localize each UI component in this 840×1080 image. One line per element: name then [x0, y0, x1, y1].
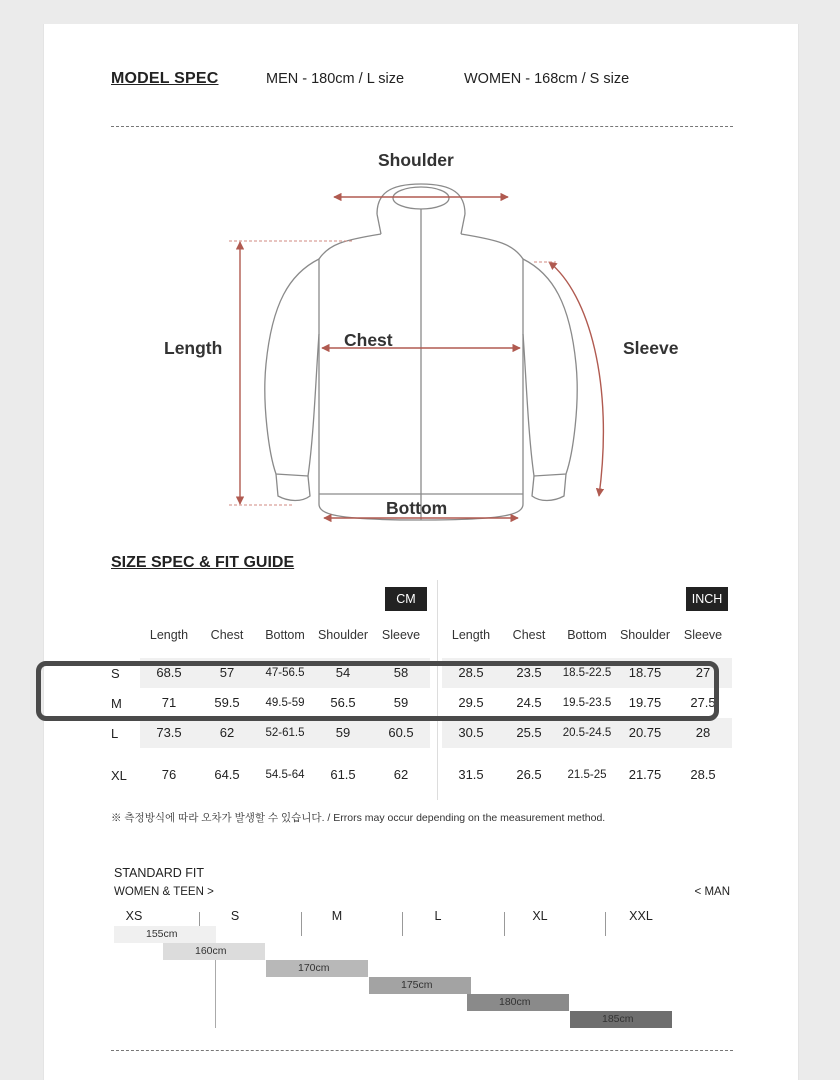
cm-cell: 57 — [198, 658, 256, 688]
inch-cell: 29.5 — [458, 695, 484, 710]
highlight-m-row — [36, 661, 719, 721]
cm-column-header: Chest — [210, 628, 244, 642]
cm-cell: 62 — [393, 767, 409, 782]
cm-cell: 59 — [314, 718, 372, 748]
label-length: Length — [164, 338, 223, 358]
jacket-outline — [265, 184, 577, 520]
inch-cell: 30.5 — [442, 718, 500, 748]
inch-cell: 27 — [674, 658, 732, 688]
standard-fit-title: STANDARD FIT — [114, 866, 205, 880]
cm-cell: 59 — [393, 695, 409, 710]
fit-size-label: M — [331, 909, 343, 923]
fit-height-label: 180cm — [499, 996, 531, 1008]
fit-size-tick — [504, 912, 505, 936]
inch-cell: 28 — [674, 718, 732, 748]
cm-column-header: Sleeve — [381, 628, 421, 642]
inch-column-header: Sleeve — [683, 628, 723, 642]
size-label: M — [111, 696, 122, 711]
inch-cell: 23.5 — [500, 658, 558, 688]
inch-cell: 31.5 — [458, 767, 484, 782]
cm-cell: 73.5 — [140, 718, 198, 748]
fit-size-label: XXL — [629, 909, 653, 923]
model-spec-title: MODEL SPEC — [111, 70, 219, 87]
inch-column-header: Shoulder — [619, 628, 671, 642]
fit-height-label: 175cm — [401, 979, 433, 991]
jacket-diagram — [44, 134, 798, 554]
inch-cell: 20.75 — [616, 718, 674, 748]
inch-cell: 18.5-22.5 — [558, 658, 616, 688]
cm-cell: 54 — [314, 658, 372, 688]
divider-top — [111, 126, 733, 127]
inch-cell: 27.5 — [690, 695, 716, 710]
inch-cell: 19.5-23.5 — [562, 697, 612, 709]
cm-cell: 62 — [198, 718, 256, 748]
fit-size-label: S — [230, 909, 240, 923]
label-shoulder: Shoulder — [378, 150, 454, 170]
guide-lines — [229, 241, 556, 505]
inch-column-header: Chest — [512, 628, 546, 642]
inch-cell: 28.5 — [442, 658, 500, 688]
cm-cell: 61.5 — [330, 767, 356, 782]
fit-size-tick — [605, 912, 606, 936]
fit-size-label: XS — [125, 909, 143, 923]
fit-height-label: 185cm — [602, 1013, 634, 1025]
inch-cell: 24.5 — [516, 695, 542, 710]
cm-cell: 59.5 — [214, 695, 240, 710]
cm-column-header: Length — [149, 628, 189, 642]
model-spec-men: MEN - 180cm / L size — [266, 71, 405, 87]
fit-height-label: 155cm — [146, 928, 178, 940]
cm-cell: 52-61.5 — [256, 718, 314, 748]
cm-cell: 47-56.5 — [256, 658, 314, 688]
inch-badge: INCH — [686, 587, 728, 611]
inch-column-header: Length — [451, 628, 491, 642]
measurement-note: ※ 측정방식에 따라 오차가 발생할 수 있습니다. / Errors may occur depending on the measurement method. — [111, 812, 606, 824]
cm-column-header: Shoulder — [317, 628, 369, 642]
inch-cell: 20.5-24.5 — [558, 718, 616, 748]
sleeve-arrow — [549, 262, 603, 496]
cm-badge: CM — [385, 587, 427, 611]
label-bottom: Bottom — [386, 498, 448, 518]
inch-cell: 21.75 — [628, 767, 662, 782]
inch-cell: 21.5-25 — [567, 769, 607, 781]
size-spec-title: SIZE SPEC & FIT GUIDE — [111, 554, 295, 571]
inch-cell: 25.5 — [500, 718, 558, 748]
cm-column-header: Bottom — [265, 628, 305, 642]
inch-cell: 26.5 — [516, 767, 542, 782]
cm-cell: 49.5-59 — [265, 697, 305, 709]
man-label: < MAN — [694, 886, 730, 898]
cm-cell: 58 — [372, 658, 430, 688]
size-chart-sheet — [43, 24, 799, 1080]
fit-height-label: 170cm — [298, 962, 330, 974]
women-teen-label: WOMEN & TEEN > — [114, 886, 214, 898]
fit-size-label: L — [434, 909, 442, 923]
cm-cell: 76 — [161, 767, 177, 782]
fit-size-tick — [301, 912, 302, 936]
inch-column-header: Bottom — [567, 628, 607, 642]
inch-cell: 19.75 — [628, 695, 662, 710]
cm-cell: 71 — [161, 695, 177, 710]
model-spec-women: WOMEN - 168cm / S size — [464, 71, 630, 87]
fit-size-label: XL — [532, 909, 548, 923]
cm-cell: 68.5 — [140, 658, 198, 688]
fit-size-tick — [402, 912, 403, 936]
label-sleeve: Sleeve — [623, 338, 679, 358]
inch-cell: 18.75 — [616, 658, 674, 688]
size-label: S — [111, 666, 120, 681]
size-label: L — [111, 726, 119, 741]
inch-cell: 28.5 — [690, 767, 716, 782]
divider-bottom — [111, 1050, 733, 1051]
fit-height-label: 160cm — [195, 945, 227, 957]
cm-cell: 54.5-64 — [265, 769, 305, 781]
cm-cell: 56.5 — [330, 695, 356, 710]
label-chest: Chest — [344, 330, 393, 350]
cm-cell: 60.5 — [372, 718, 430, 748]
size-label: XL — [111, 768, 127, 783]
cm-cell: 64.5 — [214, 767, 240, 782]
